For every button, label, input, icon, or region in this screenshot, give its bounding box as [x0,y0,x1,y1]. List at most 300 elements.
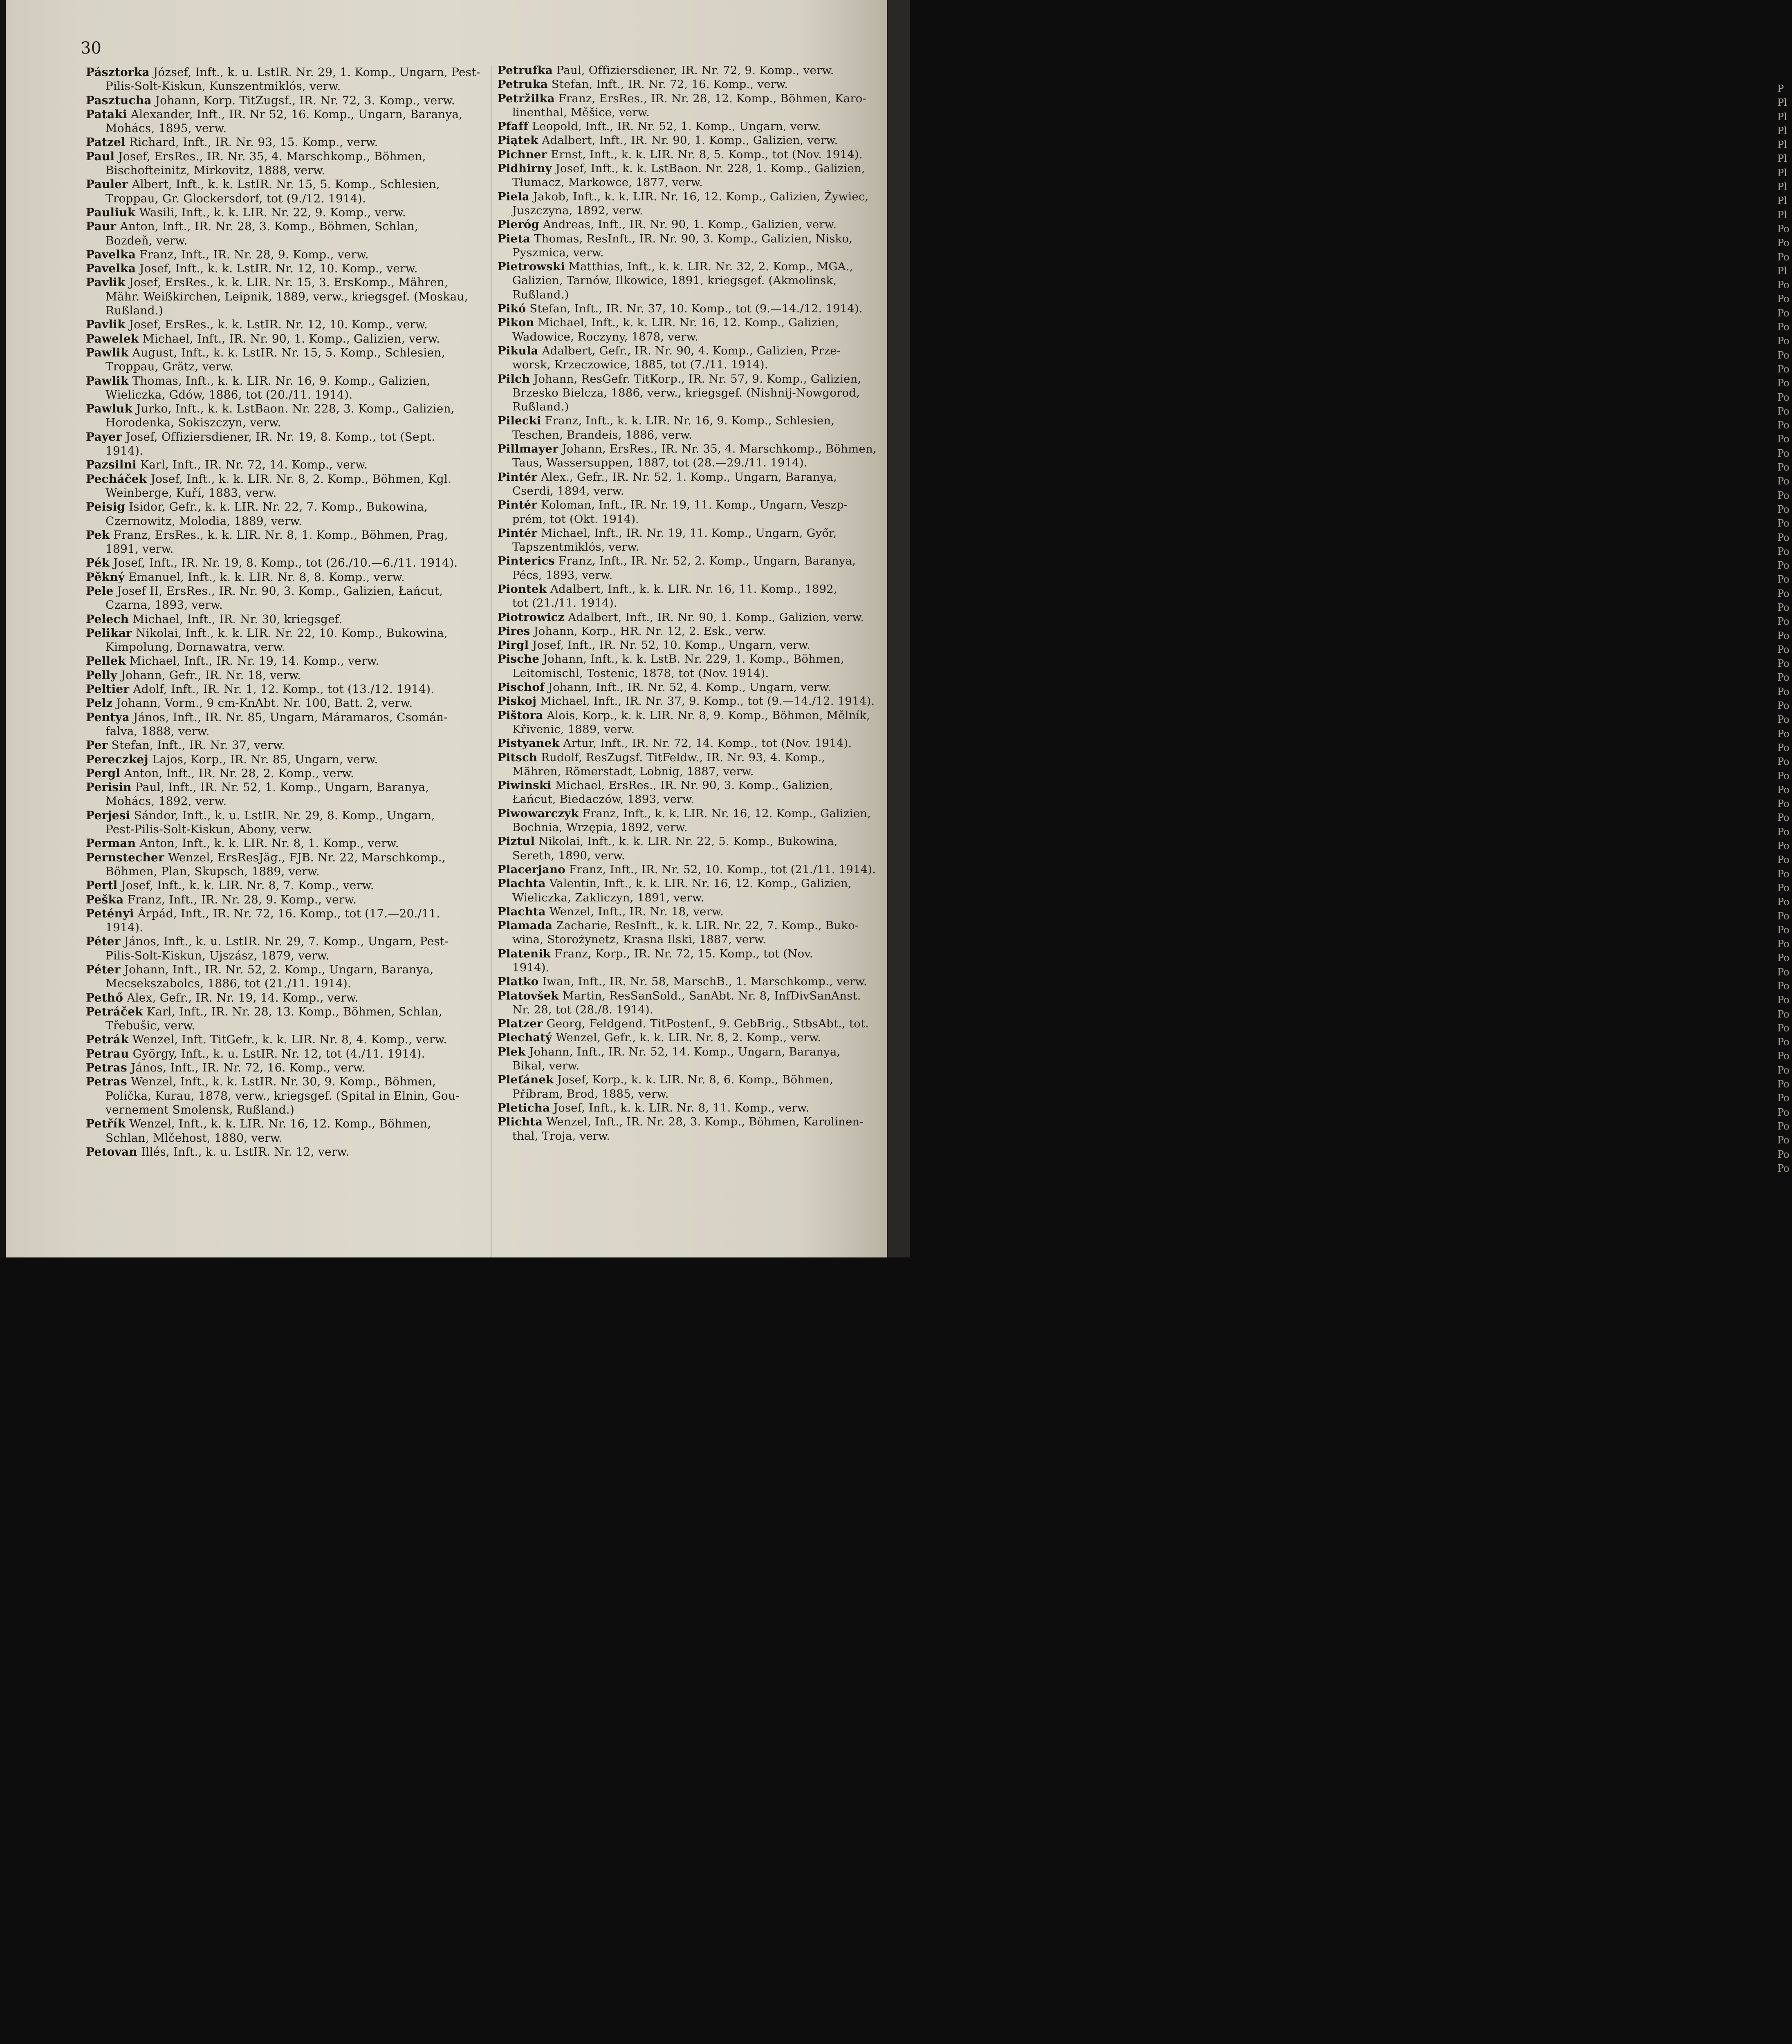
entry-surname: Péter [86,963,121,976]
register-entry [498,161,882,175]
entry-surname: Pleticha [498,1101,550,1114]
entry-surname: Placerjano [498,863,565,876]
entry-text: György, Inft., k. u. LstIR. Nr. 12, tot (4./11. 1914). [132,1047,425,1060]
margin-fragment: Po [1777,251,1790,263]
register-entry [86,738,478,752]
margin-fragment: Po [1777,1022,1790,1034]
register-entry [498,217,882,231]
register-entry [86,570,478,584]
entry-continuation: Třebušic, verw. [105,1019,195,1033]
entry-text: János, Inft., IR. Nr. 72, 16. Komp., verw. [131,1061,366,1075]
entry-surname: Pilch [498,372,530,385]
entry-text: Josef, Inft., k. k. LstBaon. Nr. 228, 1. Komp., Galizien, [555,162,865,175]
entry-text: Stefan, Inft., IR. Nr. 37, verw. [111,738,285,752]
margin-fragment: Po [1777,1036,1790,1048]
register-entry [86,780,478,794]
entry-continuation: Taus, Wassersuppen, 1887, tot (28.—29./11. 1914). [512,456,807,470]
margin-fragment: Po [1777,784,1790,796]
register-entry [498,807,882,820]
margin-fragment: Po [1777,447,1790,459]
entry-surname: Plek [498,1045,526,1058]
entry-continuation: Rußland.) [512,288,569,301]
register-entry [86,150,478,164]
entry-text: Rudolf, ResZugsf. TitFeldw., IR. Nr. 93, 4. Komp., [541,751,825,764]
entry-surname: Pelz [86,696,113,710]
register-entry [498,414,882,428]
margin-fragment: Po [1777,840,1790,852]
register-entry [86,135,478,149]
entry-surname: Petovan [86,1145,137,1159]
margin-fragment: Pl [1777,97,1787,109]
entry-text: Thomas, Inft., k. k. LIR. Nr. 16, 9. Komp., Galizien, [132,374,431,388]
register-entry [498,190,882,204]
entry-continuation: 1914). [105,444,144,458]
entry-text: Jurko, Inft., k. k. LstBaon. Nr. 228, 3. Komp., Galizien, [136,402,455,416]
margin-fragment: Po [1777,616,1790,628]
entry-text: Alex, Gefr., IR. Nr. 19, 14. Komp., verw. [127,991,359,1004]
margin-fragment: P [1777,83,1784,94]
entry-surname: Pavlik [86,318,126,332]
entry-surname: Petrák [86,1033,129,1047]
entry-text: József, Inft., k. u. LstIR. Nr. 29, 1. Komp., Ungarn, Pest- [153,65,480,79]
register-entry [86,318,478,332]
entry-text: Jakob, Inft., k. k. LIR. Nr. 16, 12. Komp., Galizien, Żywiec, [533,190,869,203]
entry-continuation: Leitomischl, Tostenic, 1878, tot (Nov. 1914). [512,666,769,680]
register-entry [498,876,882,890]
entry-surname: Péter [86,935,121,948]
register-entry [498,751,882,764]
entry-continuation: Wadowice, Roczyny, 1878, verw. [512,330,699,343]
entry-text: Leopold, Inft., IR. Nr. 52, 1. Komp., Ungarn, verw. [532,120,821,133]
entry-text: Josef, Inft., IR. Nr. 52, 10. Komp., Ungarn, verw. [532,639,811,652]
register-entry [86,766,478,780]
margin-fragment: Po [1777,630,1790,641]
register-entry [86,682,478,696]
margin-fragment: Po [1777,854,1790,866]
entry-continuation: 1914). [512,961,549,974]
register-entry [498,919,882,932]
margin-fragment: Po [1777,237,1790,249]
entry-surname: Pintér [498,498,538,512]
entry-text: Lajos, Korp., IR. Nr. 85, Ungarn, verw. [152,752,378,766]
entry-continuation: Juszczyna, 1892, verw. [512,204,644,217]
margin-fragment: Pl [1777,265,1787,277]
register-entry [86,809,478,823]
margin-fragment: Po [1777,756,1790,768]
entry-surname: Piwowarczyk [498,807,579,820]
register-entry [86,458,478,472]
entry-continuation: Galizien, Tarnów, Ilkowice, 1891, kriegsgef. (Akmolinsk, [512,274,837,287]
entry-text: Stefan, Inft., IR. Nr. 72, 16. Komp., verw. [551,78,788,91]
document-page [6,0,1790,1257]
entry-surname: Pasztucha [86,93,152,107]
entry-surname: Pawluk [86,402,133,416]
margin-fragment: Po [1777,658,1790,670]
entry-surname: Petruka [498,78,548,91]
entry-surname: Pavelka [86,262,136,276]
margin-fragment: Po [1777,419,1790,431]
entry-surname: Pintér [498,526,538,540]
entry-surname: Plachta [498,905,546,918]
entry-surname: Peška [86,892,124,906]
entry-surname: Plichta [498,1115,543,1129]
register-entry [498,863,882,876]
entry-text: Adalbert, Gefr., IR. Nr. 90, 4. Komp., Galizien, Prze- [542,344,841,357]
entry-surname: Pikó [498,302,526,316]
entry-continuation: Příbram, Brod, 1885, verw. [512,1087,669,1100]
entry-continuation: Kimpolung, Dornawatra, verw. [105,640,286,654]
entry-text: Illés, Inft., k. u. LstIR. Nr. 12, verw. [141,1145,350,1159]
entry-text: Stefan, Inft., IR. Nr. 37, 10. Komp., tot (9.—14./12. 1914). [529,302,863,316]
register-entry [498,554,882,568]
entry-surname: Perjesi [86,808,130,822]
entry-continuation: tot (21./11. 1914). [512,596,617,610]
left-column [86,65,478,1159]
entry-surname: Pieta [498,232,531,245]
margin-fragment: Po [1777,391,1790,403]
register-entry [86,262,478,276]
entry-surname: Peltier [86,682,130,696]
register-entry [86,346,478,360]
register-entry [498,92,882,105]
entry-surname: Pawlik [86,374,129,388]
entry-surname: Piotrowicz [498,610,565,624]
margin-fragment: Pl [1777,209,1787,221]
register-entry [498,736,882,750]
entry-surname: Pazsilni [86,458,137,472]
register-entry [86,220,478,233]
entry-text: Andreas, Inft., IR. Nr. 90, 1. Komp., Galizien, verw. [543,218,837,231]
entry-text: Johann, Vorm., 9 cm-KnAbt. Nr. 100, Batt. 2, verw. [116,696,413,710]
viewer-footer [0,1257,904,1345]
margin-fragment: Po [1777,335,1790,347]
entry-continuation: Horodenka, Sokiszczyn, verw. [105,416,281,430]
entry-text: Wenzel, Inft., k. k. LstIR. Nr. 30, 9. Komp., Böhmen, [131,1075,436,1089]
margin-fragment: Pl [1777,139,1787,151]
margin-fragment: Po [1777,924,1790,936]
register-entry [86,472,478,486]
register-entry [86,1075,478,1089]
entry-continuation: Mähr. Weißkirchen, Leipnik, 1889, verw., kriegsgef. (Moskau, [105,289,468,303]
entry-surname: Pilecki [498,414,541,428]
entry-continuation: Czernowitz, Molodia, 1889, verw. [105,514,303,528]
register-entry [498,1017,882,1031]
entry-continuation: Teschen, Brandeis, 1886, verw. [512,428,693,442]
register-entry [86,108,478,121]
entry-text: Matthias, Inft., k. k. LIR. Nr. 32, 2. Komp., MGA., [568,260,853,273]
entry-continuation: Rußland.) [512,400,569,414]
register-entry [498,652,882,666]
entry-text: Franz, Inft., k. k. LIR. Nr. 16, 9. Komp., Schlesien, [545,414,835,428]
margin-fragment: Po [1777,714,1790,726]
register-entry [86,65,478,79]
register-entry [498,63,882,77]
entry-surname: Pernstecher [86,850,164,864]
register-entry [498,947,882,961]
entry-surname: Pentya [86,710,130,724]
register-entry [498,1073,882,1087]
entry-continuation: Mohács, 1895, verw. [105,121,227,135]
margin-fragment: Po [1777,700,1790,712]
margin-fragment: Po [1777,293,1790,305]
entry-surname: Pethő [86,991,123,1004]
entry-continuation: Mähren, Römerstadt, Lobnig, 1887, verw. [512,764,754,778]
entry-surname: Pavelka [86,247,136,261]
margin-fragment: Po [1777,643,1790,655]
register-entry [86,668,478,682]
entry-text: Georg, Feldgend. TitPostenf., 9. GebBrig., StbsAbt., tot. [546,1017,869,1031]
register-entry [498,1115,882,1129]
margin-fragment: Po [1777,938,1790,950]
entry-surname: Petrufka [498,64,553,77]
entry-text: Sándor, Inft., k. u. LstIR. Nr. 29, 8. Komp., Ungarn, [134,808,435,822]
entry-continuation: Brzesko Bielcza, 1886, verw., kriegsgef. (Nishnij-Nowgorod, [512,386,860,399]
register-entry [86,836,478,850]
register-entry [498,526,882,540]
entry-text: Johann, Inft., IR. Nr. 52, 2. Komp., Ungarn, Baranya, [124,963,434,976]
register-entry [86,851,478,865]
entry-text: Paul, Offiziersdiener, IR. Nr. 72, 9. Komp., verw. [556,64,834,77]
entry-continuation: falva, 1888, verw. [105,724,210,738]
margin-fragment: Po [1777,728,1790,740]
entry-surname: Pfaff [498,120,528,133]
entry-surname: Pištora [498,708,543,722]
entry-text: Franz, Inft., IR. Nr. 52, 2. Komp., Ungarn, Baranya, [558,554,856,568]
margin-fragment: Po [1777,545,1790,557]
margin-fragment: Po [1777,896,1790,908]
margin-fragment: Po [1777,742,1790,753]
margin-fragment: Po [1777,518,1790,529]
entry-continuation: Łańcut, Biedaczów, 1893, verw. [512,793,695,806]
entry-text: Franz, ErsRes., IR. Nr. 28, 12. Komp., Böhmen, Karo- [558,92,867,105]
register-entry [498,470,882,484]
margin-fragment: Po [1777,1064,1790,1076]
entry-text: Franz, Inft., IR. Nr. 52, 10. Komp., tot (21./11. 1914). [569,863,876,876]
entry-text: Michael, Inft., k. k. LIR. Nr. 16, 12. Komp., Galizien, [538,316,839,329]
register-entry [86,374,478,388]
entry-text: Anton, Inft., IR. Nr. 28, 3. Komp., Böhmen, Schlan, [120,220,418,233]
entry-text: Valentin, Inft., k. k. LIR. Nr. 16, 12. Komp., Galizien, [549,877,852,890]
entry-surname: Pele [86,584,114,598]
entry-text: Josef, Inft., k. k. LIR. Nr. 8, 11. Komp., verw. [553,1101,810,1114]
entry-surname: Pék [86,556,110,570]
entry-text: Alex., Gefr., IR. Nr. 52, 1. Komp., Ungarn, Baranya, [541,470,837,484]
entry-continuation: Bikal, verw. [512,1059,580,1073]
entry-continuation: Pécs, 1893, verw. [512,568,613,582]
entry-surname: Pische [498,652,540,666]
margin-fragment: Po [1777,1050,1790,1062]
register-entry [86,1145,478,1159]
entry-text: János, Inft., IR. Nr. 85, Ungarn, Máramaros, Csomán- [133,710,448,724]
margin-fragment: Po [1777,1134,1790,1146]
register-entry [86,584,478,598]
margin-fragment: Pl [1777,167,1787,179]
entry-continuation: Mecsekszabolcs, 1886, tot (21./11. 1914). [105,977,352,991]
register-entry [86,893,478,907]
entry-continuation: Cserdi, 1894, verw. [512,484,624,498]
entry-surname: Pichner [498,148,547,161]
entry-text: Josef, Offiziersdiener, IR. Nr. 19, 8. Komp., tot (Sept. [126,430,435,444]
register-entry [498,1031,882,1044]
entry-surname: Pischof [498,681,545,694]
margin-fragment: Po [1777,966,1790,978]
entry-text: Michael, Inft., IR. Nr. 37, 9. Komp., tot (9.—14./12. 1914). [540,695,875,708]
entry-continuation: Pilis-Solt-Kiskun, Kunszentmiklós, verw. [105,79,341,93]
entry-text: Johann, Inft., IR. Nr. 52, 14. Komp., Ungarn, Baranya, [529,1045,841,1058]
register-entry [498,119,882,133]
entry-surname: Piwinski [498,779,552,792]
register-entry [498,344,882,358]
entry-text: Franz, Inft., IR. Nr. 28, 9. Komp., verw. [127,892,357,906]
entry-text: Alois, Korp., k. k. LIR. Nr. 8, 9. Komp., Böhmen, Mělník, [547,708,870,722]
margin-fragment: Po [1777,1162,1790,1174]
register-entry [86,1005,478,1019]
register-entry [498,260,882,273]
margin-fragment: Pl [1777,111,1787,123]
register-entry [498,77,882,91]
margin-fragment: Po [1777,1106,1790,1118]
entry-text: Josef, Korp., k. k. LIR. Nr. 8, 6. Komp., Böhmen, [557,1073,833,1087]
entry-continuation: Pyszmica, verw. [512,246,604,259]
entry-text: Adolf, Inft., IR. Nr. 1, 12. Komp., tot (13./12. 1914). [133,682,435,696]
entry-text: Richard, Inft., IR. Nr. 93, 15. Komp., verw. [129,135,378,149]
register-entry [86,696,478,710]
entry-text: Johann, Korp., HR. Nr. 12, 2. Esk., verw. [534,624,767,638]
entry-surname: Pauliuk [86,205,136,219]
register-entry [498,989,882,1003]
register-entry [498,834,882,848]
margin-fragment: Pl [1777,181,1787,193]
entry-text: Wenzel, Gefr., k. k. LIR. Nr. 8, 2. Komp., verw. [556,1031,821,1044]
register-entry [86,935,478,948]
margin-fragment: Po [1777,798,1790,810]
entry-text: Ernst, Inft., k. k. LIR. Nr. 8, 5. Komp., tot (Nov. 1914). [551,148,863,161]
entry-surname: Pieróg [498,218,539,231]
entry-text: Iwan, Inft., IR. Nr. 58, MarschB., 1. Marschkomp., verw. [542,975,867,988]
entry-text: August, Inft., k. k. LstIR. Nr. 15, 5. Komp., Schlesien, [132,345,445,359]
entry-text: Árpád, Inft., IR. Nr. 72, 16. Komp., tot (17.—20./11. [137,906,440,920]
right-column [498,63,882,1143]
entry-surname: Plachta [498,877,546,890]
entry-text: Franz, ErsRes., k. k. LIR. Nr. 8, 1. Komp., Böhmen, Prag, [113,528,448,542]
entry-text: Karl, Inft., IR. Nr. 72, 14. Komp., verw. [140,458,368,472]
entry-continuation: Bischofteinitz, Mirkovitz, 1888, verw. [105,164,325,177]
entry-text: Zacharie, ResInft., k. k. LIR. Nr. 22, 7. Komp., Buko- [556,919,859,932]
entry-text: Johann, Gefr., IR. Nr. 18, verw. [121,668,301,682]
entry-text: Wenzel, Inft., IR. Nr. 18, verw. [549,905,724,918]
margin-fragment: Po [1777,952,1790,964]
register-entry [86,753,478,766]
entry-text: Josef, Inft., IR. Nr. 19, 8. Komp., tot (26./10.—6./11. 1914). [113,556,458,570]
entry-continuation: Tłumacz, Markowce, 1877, verw. [512,176,703,189]
entry-surname: Pidhirny [498,162,552,175]
entry-surname: Pereczkej [86,752,148,766]
entry-surname: Pawelek [86,332,139,345]
register-entry [86,963,478,977]
entry-text: Josef, ErsRes., IR. Nr. 35, 4. Marschkomp., Böhmen, [118,149,426,163]
register-entry [86,991,478,1005]
margin-fragment: Po [1777,910,1790,922]
margin-fragment: Po [1777,672,1790,684]
entry-surname: Pillmayer [498,442,558,456]
register-entry [86,879,478,892]
margin-fragment: Po [1777,868,1790,880]
entry-text: Wenzel, Inft. TitGefr., k. k. LIR. Nr. 8, 4. Komp., verw. [132,1033,447,1047]
entry-surname: Pergl [86,766,121,780]
margin-fragment: Po [1777,574,1790,585]
entry-continuation: Schlan, Mlčehost, 1880, verw. [105,1131,283,1145]
entry-surname: Pauler [86,177,128,191]
register-entry [498,694,882,708]
register-entry [498,624,882,638]
margin-fragment: Pl [1777,125,1787,137]
register-entry [498,975,882,988]
register-entry [86,402,478,416]
entry-surname: Petráček [86,1004,143,1018]
entry-text: Josef, ErsRes., k. k. LstIR. Nr. 12, 10. Komp., verw. [129,318,428,332]
register-entry [498,148,882,161]
entry-text: Martin, ResSanSold., SanAbt. Nr. 8, InfDivSanAnst. [562,989,861,1002]
margin-fragment: Po [1777,405,1790,417]
entry-continuation: Rußland.) [105,304,164,318]
entry-continuation: Troppau, Gr. Glockersdorf, tot (9./12. 1914). [105,191,366,205]
entry-continuation: Troppau, Grätz, verw. [105,360,234,374]
entry-surname: Pertl [86,879,118,892]
register-entry [498,1045,882,1059]
register-entry [498,610,882,624]
entry-continuation: Mohács, 1892, verw. [105,794,227,808]
entry-text: Artur, Inft., IR. Nr. 72, 14. Komp., tot (Nov. 1914). [563,737,852,750]
register-entry [86,248,478,262]
margin-fragment: Po [1777,223,1790,235]
entry-surname: Platzer [498,1017,543,1031]
margin-fragment: Po [1777,1092,1790,1104]
margin-fragment: Po [1777,503,1790,515]
entry-continuation: Wieliczka, Zakliczyn, 1891, verw. [512,891,704,904]
margin-fragment: Pl [1777,195,1787,207]
margin-fragment: Po [1777,1148,1790,1160]
entry-text: Johann, Inft., k. k. LstB. Nr. 229, 1. Komp., Böhmen, [543,652,844,666]
entry-surname: Perman [86,836,136,850]
entry-continuation: Sereth, 1890, verw. [512,849,626,862]
entry-text: Nikolai, Inft., k. k. LIR. Nr. 22, 5. Komp., Bukowina, [538,835,838,848]
entry-surname: Platko [498,975,539,988]
entry-surname: Pinterics [498,554,555,568]
margin-fragment: Po [1777,587,1790,599]
margin-fragment: Po [1777,812,1790,824]
entry-text: Anton, Inft., k. k. LIR. Nr. 8, 1. Komp., verw. [139,836,399,850]
register-entry [498,582,882,596]
entry-continuation: prém, tot (Okt. 1914). [512,512,639,526]
register-entry [86,206,478,220]
entry-surname: Peisig [86,500,125,514]
entry-continuation: 1891, verw. [105,542,174,556]
entry-continuation: Nr. 28, tot (28./8. 1914). [512,1003,653,1016]
entry-text: Johann, Inft., IR. Nr. 52, 4. Komp., Ungarn, verw. [548,681,832,694]
entry-surname: Piztul [498,835,535,848]
entry-text: Wenzel, Inft., IR. Nr. 28, 3. Komp., Böhmen, Karolinen- [546,1115,863,1129]
register-entry [498,133,882,147]
entry-text: Adalbert, Inft., IR. Nr. 90, 1. Komp., Galizien, verw. [568,610,864,624]
register-entry [86,94,478,108]
entry-text: Michael, ErsRes., IR. Nr. 90, 3. Komp., Galizien, [555,779,833,792]
margin-fragment: Po [1777,1078,1790,1090]
entry-continuation: Wieliczka, Gdów, 1886, tot (20./11. 1914). [105,388,353,401]
entry-text: Koloman, Inft., IR. Nr. 19, 11. Komp., Ungarn, Veszp- [541,498,848,512]
entry-text: Michael, Inft., IR. Nr. 19, 14. Komp., verw. [129,654,379,668]
margin-fragment: Po [1777,1120,1790,1132]
entry-surname: Payer [86,430,122,444]
